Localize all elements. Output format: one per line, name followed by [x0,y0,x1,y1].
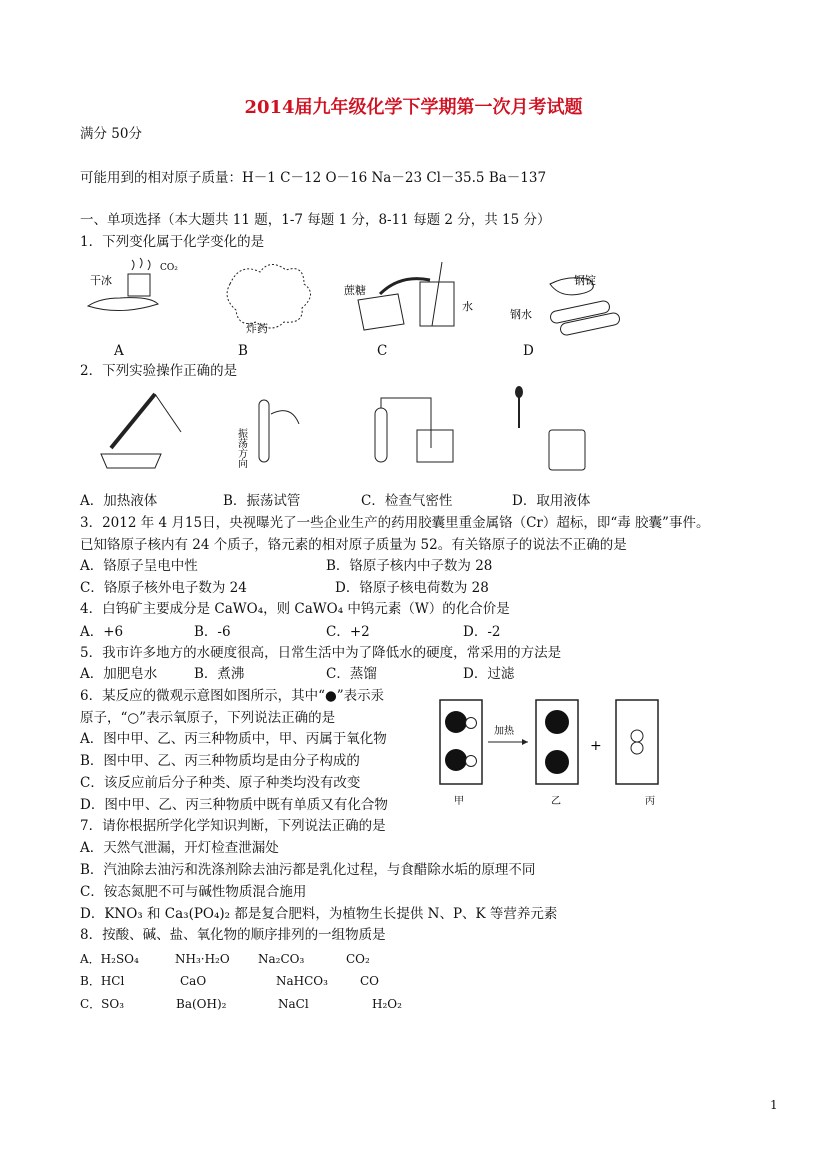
dry-ice-label: 干冰 [90,274,112,287]
label-yi: 乙 [551,796,561,807]
q3-option-a: A．铬原子呈电中性 [80,558,198,574]
label-jia: 甲 [454,796,464,807]
explosion-drawing [227,264,310,328]
q1-option-a: A [114,343,124,359]
airtight-check-drawing [375,398,453,462]
q6-option-a: A．图中甲、乙、丙三种物质中，甲、丙属于氧化物 [80,731,387,747]
q6-line1: 6．某反应的微观示意图如图所示，其中“●”表示汞 [80,688,385,704]
q2-option-a: A．加热液体 [80,493,158,509]
oxygen-atom [466,718,477,729]
q1-stem: 1．下列变化属于化学变化的是 [80,234,265,250]
q4-option-b: B．-6 [194,624,231,640]
q4-option-a: A．+6 [80,624,124,640]
ingot-label: 钢锭 [574,274,596,287]
q8-b-base: CaO [180,974,207,988]
q3-option-d: D．铬原子核电荷数为 28 [335,580,489,596]
mercury-atom [545,750,569,774]
q4-option-c: C．+2 [326,624,370,640]
q8-c-base: Ba(OH)₂ [176,997,227,1011]
explosive-label: 炸药 [246,322,268,335]
q8-c-acid: C．SO₃ [80,997,125,1011]
q5-option-a: A．加肥皂水 [80,666,158,682]
page-title: 2014届九年级化学下学期第一次月考试题 [244,97,583,118]
label-bing: 丙 [645,796,655,807]
q3-line1: 3．2012 年 4 月15日，央视曝光了一些企业生产的药用胶囊里重金属铬（Cr）超标，即“毒 胶囊”事件。 [80,515,710,531]
shake-direction-label: 振荡方向 [235,428,247,468]
q1-option-d: D [523,343,534,359]
full-score: 满分 50分 [80,126,142,142]
q8-c-oxide: H₂O₂ [372,997,402,1011]
q7-option-b: B．汽油除去油污和洗涤剂除去油污都是乳化过程，与食醋除水垢的原理不同 [80,862,536,878]
pipette-drawing [515,386,585,470]
atomic-masses: 可能用到的相对原子质量：H－1 C－12 O－16 Na－23 Cl－35.5 Ba－137 [80,170,547,186]
oxygen-atom [466,756,477,767]
q5-option-d: D．过滤 [463,666,515,682]
q7-option-a: A．天然气泄漏，开灯检查泄漏处 [80,840,279,856]
heating-liquid-drawing [101,394,181,468]
q4-stem: 4．白钨矿主要成分是 CaWO₄，则 CaWO₄ 中钨元素（W）的化合价是 [80,601,510,617]
q3-option-c: C．铬原子核外电子数为 24 [80,580,247,596]
molten-steel-label: 钢水 [510,308,532,321]
q2-figure [95,384,605,478]
q8-a-salt: Na₂CO₃ [258,952,305,966]
q8-a-base: NH₃·H₂O [175,952,230,966]
shaking-tube-drawing [259,400,299,462]
q2-option-b: B．振荡试管 [223,493,301,509]
q5-stem: 5．我市许多地方的水硬度很高，日常生活中为了降低水的硬度，常采用的方法是 [80,645,562,661]
oxygen-atom [631,730,643,742]
section-heading: 一、单项选择（本大题共 11 题，1-7 每题 1 分，8-11 每题 2 分，共 15 分） [80,212,551,228]
q8-a-oxide: CO₂ [346,952,370,966]
q1-option-c: C [377,343,388,359]
q2-option-c: C．检查气密性 [361,493,453,509]
mercury-atom [545,710,569,734]
oxygen-atom [631,742,643,754]
water-label: 水 [462,300,473,313]
q7-option-c: C．铵态氮肥不可与碱性物质混合施用 [80,884,307,900]
q6-option-b: B．图中甲、乙、丙三种物质均是由分子构成的 [80,753,360,769]
q4-option-d: D．-2 [463,624,501,640]
co2-label: CO₂ [160,263,178,273]
page-number: 1 [770,1098,778,1112]
sucrose-label: 蔗糖 [344,284,366,297]
q6-line2: 原子，“○”表示氧原子，下列说法正确的是 [80,710,336,726]
q8-b-acid: B．HCl [80,974,125,988]
q6-option-c: C．该反应前后分子种类、原子种类均没有改变 [80,775,361,791]
plus-sign: + [590,738,602,754]
q1-figure [80,254,620,336]
mercury-atom [445,711,467,733]
q6-option-d: D．图中甲、乙、丙三种物质中既有单质又有化合物 [80,797,388,813]
q2-option-d: D．取用液体 [512,493,591,509]
q8-stem: 8．按酸、碱、盐、氧化物的顺序排列的一组物质是 [80,927,386,943]
q5-option-c: C．蒸馏 [326,666,377,682]
q5-option-b: B．煮沸 [194,666,245,682]
q7-stem: 7．请你根据所学化学知识判断，下列说法正确的是 [80,818,386,834]
mercury-atom [445,749,467,771]
q8-a-acid: A．H₂SO₄ [80,952,139,966]
q6-reaction-figure [432,696,682,812]
heat-label: 加热 [494,726,514,737]
sugar-dissolve-drawing [358,262,454,330]
q8-b-salt: NaHCO₃ [276,974,328,988]
q3-option-b: B．铬原子核内中子数为 28 [326,558,493,574]
q8-b-oxide: CO [360,974,380,988]
q2-stem: 2．下列实验操作正确的是 [80,363,238,379]
q8-c-salt: NaCl [278,997,309,1011]
q1-option-b: B [238,343,248,359]
q3-line2: 已知铬原子核内有 24 个质子，铬元素的相对原子质量为 52。有关铬原子的说法不正确的是 [80,537,627,553]
q7-option-d: D．KNO₃ 和 Ca₃(PO₄)₂ 都是复合肥料，为植物生长提供 N、P、K 等营养元素 [80,906,558,922]
